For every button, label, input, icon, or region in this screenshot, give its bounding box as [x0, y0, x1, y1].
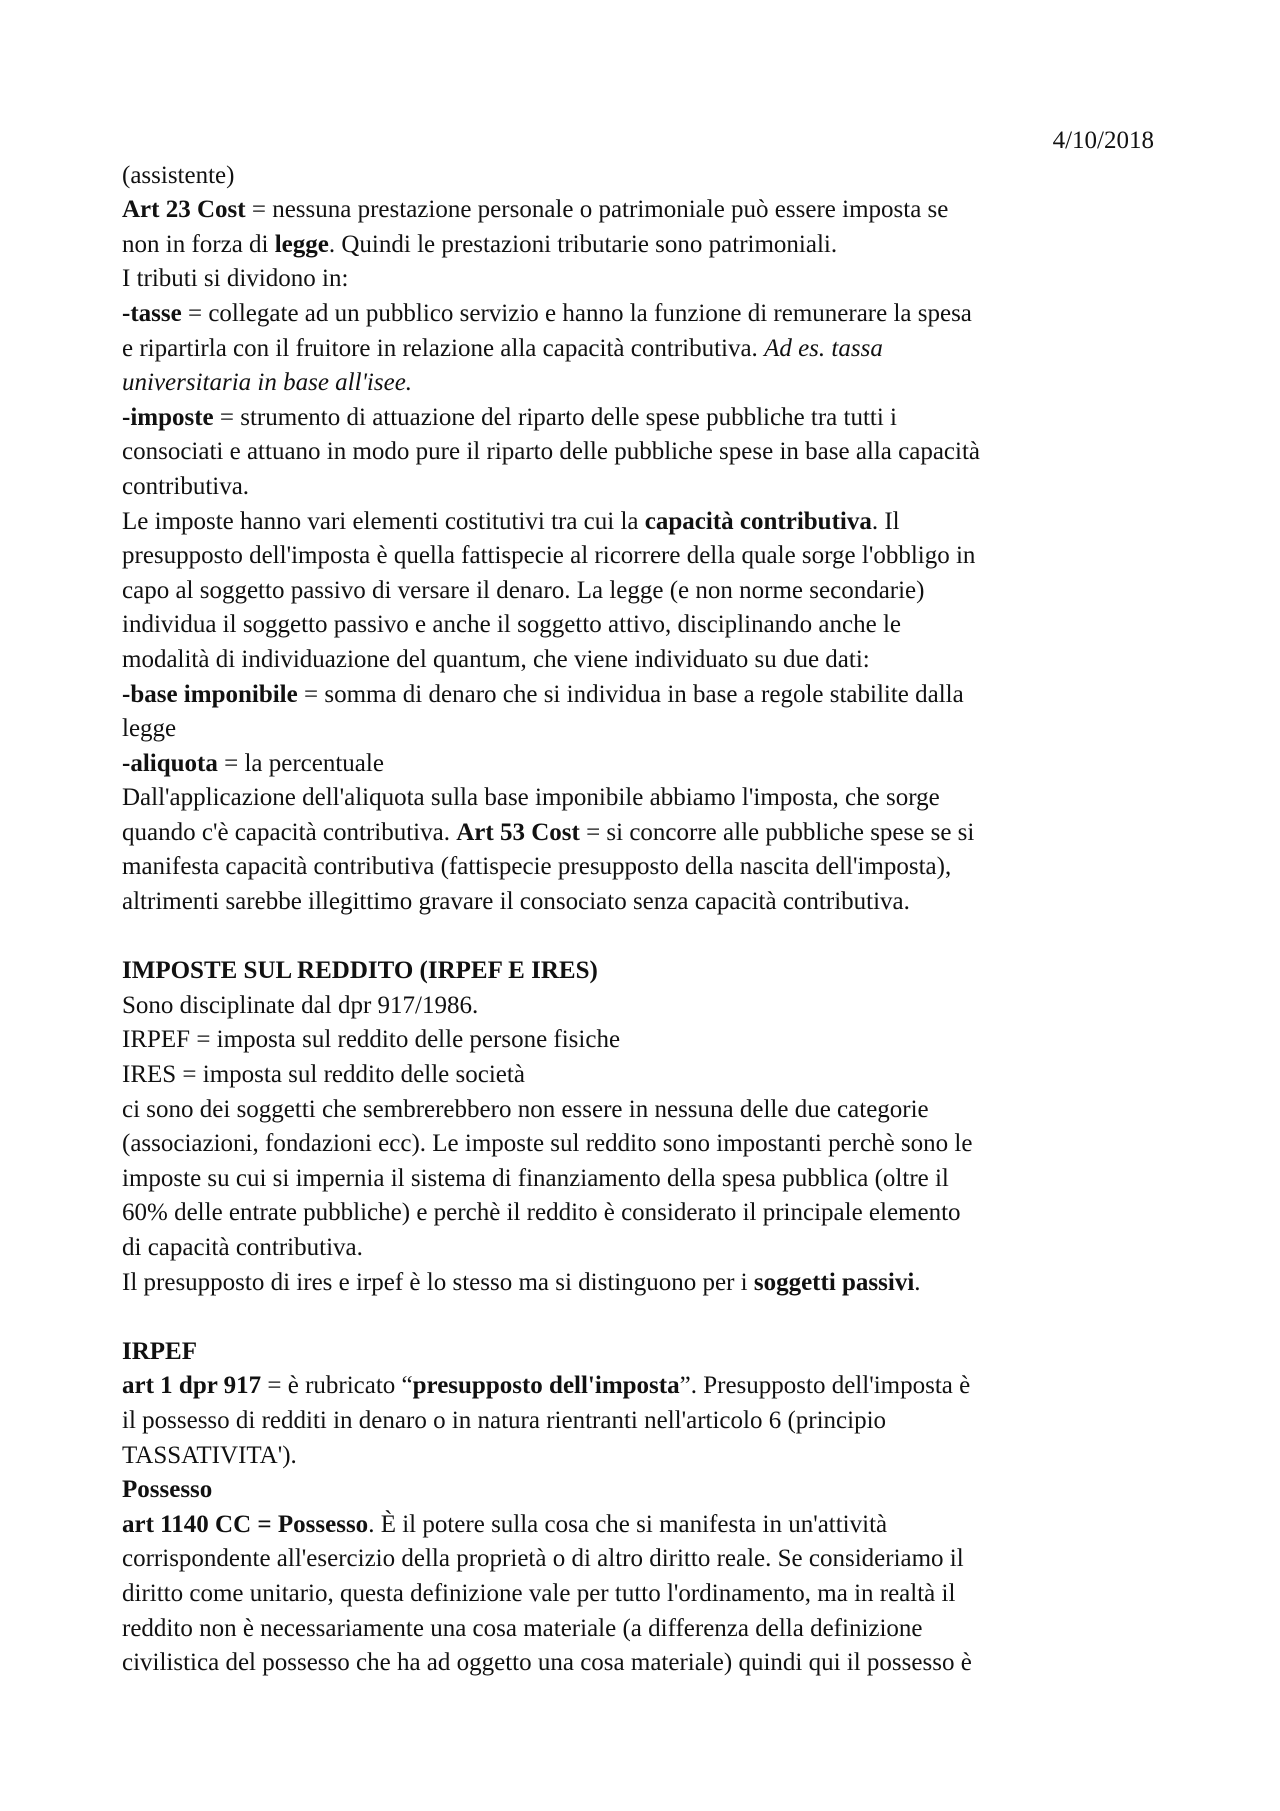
elementi-line-2: presupposto dell'imposta è quella fattispecie al ricorrere della quale sorge l'obbligo in: [122, 542, 976, 570]
art23-label: Art 23 Cost: [122, 196, 246, 224]
irpef-heading: IRPEF: [122, 1337, 197, 1365]
art1140-line-5: civilistica del possesso che ha ad oggetto una cosa materiale) quindi qui il possesso è: [122, 1649, 972, 1677]
redditi-line-5: (associazioni, fondazioni ecc). Le imposte sul reddito sono impostanti perchè sono le: [122, 1130, 973, 1158]
art1140-line-4: reddito non è necessariamente una cosa materiale (a differenza della definizione: [122, 1614, 923, 1642]
art53-line-1: Dall'applicazione dell'aliquota sulla base imponibile abbiamo l'imposta, che sorge: [122, 784, 940, 812]
redditi-line-3: IRES = imposta sul reddito delle società: [122, 1061, 525, 1089]
tributi-intro: I tributi si dividono in:: [122, 265, 349, 293]
redditi-line-9: Il presupposto di ires e irpef è lo stesso ma si distinguono per i soggetti passivi.: [122, 1268, 921, 1296]
redditi-line-4: ci sono dei soggetti che sembrerebbero non essere in nessuna delle due categorie: [122, 1095, 929, 1123]
tasse-label: -tasse: [122, 299, 182, 327]
redditi-heading: IMPOSTE SUL REDDITO (IRPEF E IRES): [122, 957, 598, 985]
art1-line-3: TASSATIVITA').: [122, 1441, 297, 1469]
art1140-line-2: corrispondente all'esercizio della proprietà o di altro diritto reale. Se consideriamo il: [122, 1545, 964, 1573]
art1140-line-3: diritto come unitario, questa definizione vale per tutto l'ordinamento, ma in realtà il: [122, 1579, 956, 1607]
art53-line-4: altrimenti sarebbe illegittimo gravare il consociato senza capacità contributiva.: [122, 888, 910, 916]
imposte-label: -imposte: [122, 403, 214, 431]
capacita-term: capacità contributiva: [644, 507, 872, 535]
aliquota-label: -aliquota: [122, 749, 218, 777]
assistant-note: (assistente): [122, 161, 235, 189]
base-line-2: legge: [122, 715, 177, 743]
elementi-line-5: modalità di individuazione del quantum, che viene individuato su due dati:: [122, 645, 870, 673]
tasse-example: Ad es. tassa: [764, 334, 883, 362]
redditi-line-1: Sono disciplinate dal dpr 917/1986.: [122, 991, 479, 1019]
art1-rubric: presupposto dell'imposta: [412, 1372, 680, 1400]
redditi-line-6: imposte su cui si impernia il sistema di finanziamento della spesa pubblica (oltre il: [122, 1164, 949, 1192]
base-label: -base imponibile: [122, 680, 298, 708]
tasse-line-1: -tasse = collegate ad un pubblico servizio e hanno la funzione di remunerare la spesa: [122, 299, 972, 327]
art23-line-2: non in forza di legge. Quindi le prestazioni tributarie sono patrimoniali.: [122, 230, 838, 258]
possesso-heading: Possesso: [122, 1476, 213, 1504]
legge-term: legge: [274, 230, 329, 258]
art1140-line-1: art 1140 CC = Possesso. È il potere sulla cosa che si manifesta in un'attività: [122, 1510, 888, 1538]
tasse-line-3: [122, 366, 1160, 401]
art1140-label: art 1140 CC = Possesso: [122, 1510, 369, 1538]
aliquota-line: -aliquota = la percentuale: [122, 749, 384, 777]
art53-line-2: quando c'è capacità contributiva. Art 53 Cost = si concorre alle pubbliche spese se si: [122, 818, 975, 846]
redditi-line-2: IRPEF = imposta sul reddito delle persone fisiche: [122, 1026, 621, 1054]
document-date: 4/10/2018: [1052, 127, 1154, 154]
art53-label: Art 53 Cost: [456, 818, 580, 846]
spacer: [122, 920, 1160, 955]
imposte-line-3: contributiva.: [122, 472, 250, 500]
art23-line-1: Art 23 Cost = nessuna prestazione personale o patrimoniale può essere imposta se: [122, 196, 949, 224]
art1-line-2: il possesso di redditi in denaro o in natura rientranti nell'articolo 6 (principio: [122, 1406, 887, 1434]
tasse-example-cont: universitaria in base all'isee.: [122, 369, 413, 397]
redditi-line-7: 60% delle entrate pubbliche) e perchè il reddito è considerato il principale elemento: [122, 1199, 961, 1227]
spacer: [122, 1300, 1160, 1335]
elementi-line-1: Le imposte hanno vari elementi costitutivi tra cui la capacità contributiva. Il: [122, 507, 900, 535]
art1-label: art 1 dpr 917: [122, 1372, 262, 1400]
elementi-line-3: capo al soggetto passivo di versare il denaro. La legge (e non norme secondarie): [122, 576, 925, 604]
soggetti-term: soggetti passivi: [753, 1268, 915, 1296]
elementi-line-4: individua il soggetto passivo e anche il soggetto attivo, disciplinando anche le: [122, 611, 902, 639]
imposte-line-1: -imposte = strumento di attuazione del riparto delle spese pubbliche tra tutti i: [122, 403, 898, 431]
redditi-line-8: di capacità contributiva.: [122, 1234, 363, 1261]
imposte-line-2: consociati e attuano in modo pure il riparto delle pubbliche spese in base alla capacità: [122, 438, 981, 466]
art1-line-1: art 1 dpr 917 = è rubricato “presupposto dell'imposta”. Presupposto dell'imposta è: [122, 1372, 971, 1400]
tasse-line-2: e ripartirla con il fruitore in relazione alla capacità contributiva. Ad es. tassa: [122, 334, 883, 362]
base-line-1: -base imponibile = somma di denaro che si individua in base a regole stabilite dalla: [122, 680, 964, 708]
art53-line-3: manifesta capacità contributiva (fattispecie presupposto della nascita dell'imposta),: [122, 853, 952, 881]
